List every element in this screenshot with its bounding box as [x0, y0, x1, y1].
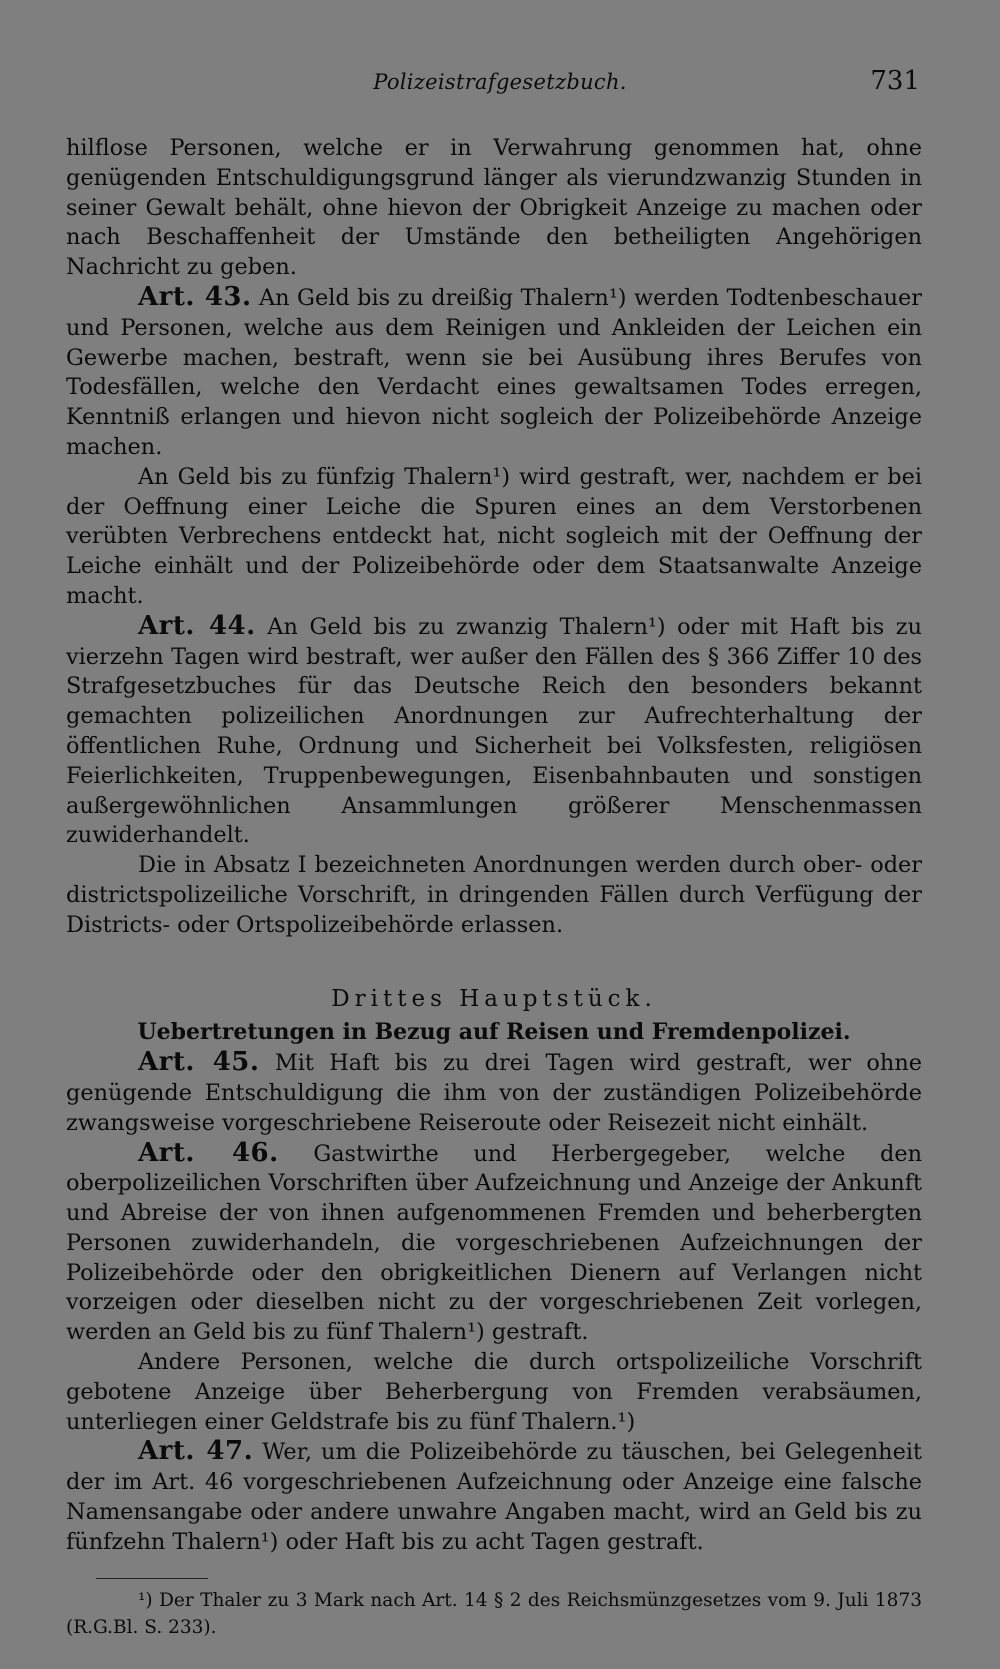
article-45-paragraph-1	[66, 1048, 922, 1138]
article-46-paragraph-1	[66, 1139, 922, 1349]
footnote: ¹) Der Thaler zu 3 Mark nach Art. 14 § 2 des Reichsmünzgesetzes vom 9. Juli 1873 (R.G.Bl. S. 233).	[66, 1589, 922, 1638]
article-44-text-1: An Geld bis zu zwanzig Thalern¹) oder mit Haft bis zu vierzehn Tagen wird bestraft, wer außer den Fällen des § 366 Ziffer 10 des Strafgesetzbuches für das Deutsche Reich den besonders bekannt gemachten polizeilichen Anordnungen zur Aufrechterhaltung der öffentlichen Ruhe, Ordnung und Sicherheit bei Volksfesten, religiösen Feierlichkeiten, Truppenbewegungen, Eisenbahnbauten und sonstigen außergewöhnlichen Ansammlungen größerer Menschenmassen zuwiderhandelt.	[66, 613, 923, 849]
intro-paragraph: hilflose Personen, welche er in Verwahrung genommen hat, ohne genügenden Entschuldigungsgrund länger als vierundzwanzig Stunden in seiner Gewalt behält, ohne hievon der Obrigkeit Anzeige zu machen oder nach Beschaffenheit der Umstände den betheiligten Angehörigen Nachricht zu geben.	[66, 135, 922, 281]
page-number: 731	[870, 66, 920, 96]
article-47-text-1: Wer, um die Polizeibehörde zu täuschen, bei Gelegenheit der im Art. 46 vorgeschriebenen Aufzeichnung oder Anzeige eine falsche Namensangabe oder andere unwahre Angaben macht, wird an Geld bis zu fünfzehn Thalern¹) oder Haft bis zu acht Tagen gestraft.	[66, 1439, 923, 1555]
footnote-divider	[96, 1578, 208, 1579]
article-46-label: Art. 46.	[138, 1137, 279, 1168]
running-head: Polizeistrafgesetzbuch.	[373, 70, 627, 94]
article-46-paragraph-2: Andere Personen, welche die durch ortspolizeiliche Vorschrift gebotene Anzeige über Beherbergung von Fremden verabsäumen, unterliegen einer Geldstrafe bis zu fünf Thalern.¹)	[66, 1349, 922, 1435]
article-43-paragraph-1	[66, 283, 922, 463]
page-header	[0, 66, 1000, 106]
article-45-text-1: Mit Haft bis zu drei Tagen wird gestraft, wer ohne genügende Entschuldigung die ihm von der zuständigen Polizeibehörde zwangsweise vorgeschriebene Reiseroute oder Reisezeit nicht einhält.	[66, 1050, 922, 1136]
article-43-text-1: An Geld bis zu dreißig Thalern¹) werden Todtenbeschauer und Personen, welche aus dem Reinigen und Ankleiden der Leichen ein Gewerbe machen, bestraft, wenn sie bei Ausübung ihres Berufes von Todesfällen, welche den Verdacht eines gewaltsamen Todes erregen, Kenntniß erlangen und hievon nicht sogleich der Polizeibehörde Anzeige machen.	[66, 284, 923, 460]
article-43-paragraph-2: An Geld bis zu fünfzig Thalern¹) wird gestraft, wer, nachdem er bei der Oeffnung einer Leiche die Spuren eines an dem Verstorbenen verübten Verbrechens entdeckt hat, nicht sogleich mit der Oeffnung der Leiche einhält und der Polizeibehörde oder dem Staatsanwalte Anzeige macht.	[66, 463, 922, 609]
page-body	[66, 134, 922, 1641]
article-47-paragraph-1	[66, 1437, 922, 1557]
section-heading: Drittes Hauptstück.	[331, 985, 657, 1012]
section-subtitle: Uebertretungen in Bezug auf Reisen und Fremdenpolizei.	[137, 1019, 851, 1046]
article-47-label: Art. 47.	[138, 1436, 254, 1467]
article-44-label: Art. 44.	[138, 610, 256, 641]
article-46-text-1: Gastwirthe und Herbergegeber, welche den oberpolizeilichen Vorschriften über Aufzeichnung und Anzeige der Ankunft und Abreise der von ihnen aufgenommenen Fremden und beherbergten Personen zuwiderhandeln, die vorgeschriebenen Aufzeichnungen der Polizeibehörde oder den obrigkeitlichen Dienern auf Verlangen nicht vorzeigen oder dieselben nicht zu der vorgeschriebenen Zeit vorlegen, werden an Geld bis zu fünf Thalern¹) gestraft.	[66, 1140, 922, 1346]
article-44-paragraph-1	[66, 612, 922, 851]
article-43-label: Art. 43.	[138, 281, 252, 312]
article-44-paragraph-2: Die in Absatz I bezeichneten Anordnungen werden durch ober- oder districtspolizeiliche Vorschrift, in dringenden Fällen durch Verfügung der Districts- oder Ortspolizeibehörde erlassen.	[66, 852, 922, 938]
article-45-label: Art. 45.	[138, 1047, 260, 1078]
